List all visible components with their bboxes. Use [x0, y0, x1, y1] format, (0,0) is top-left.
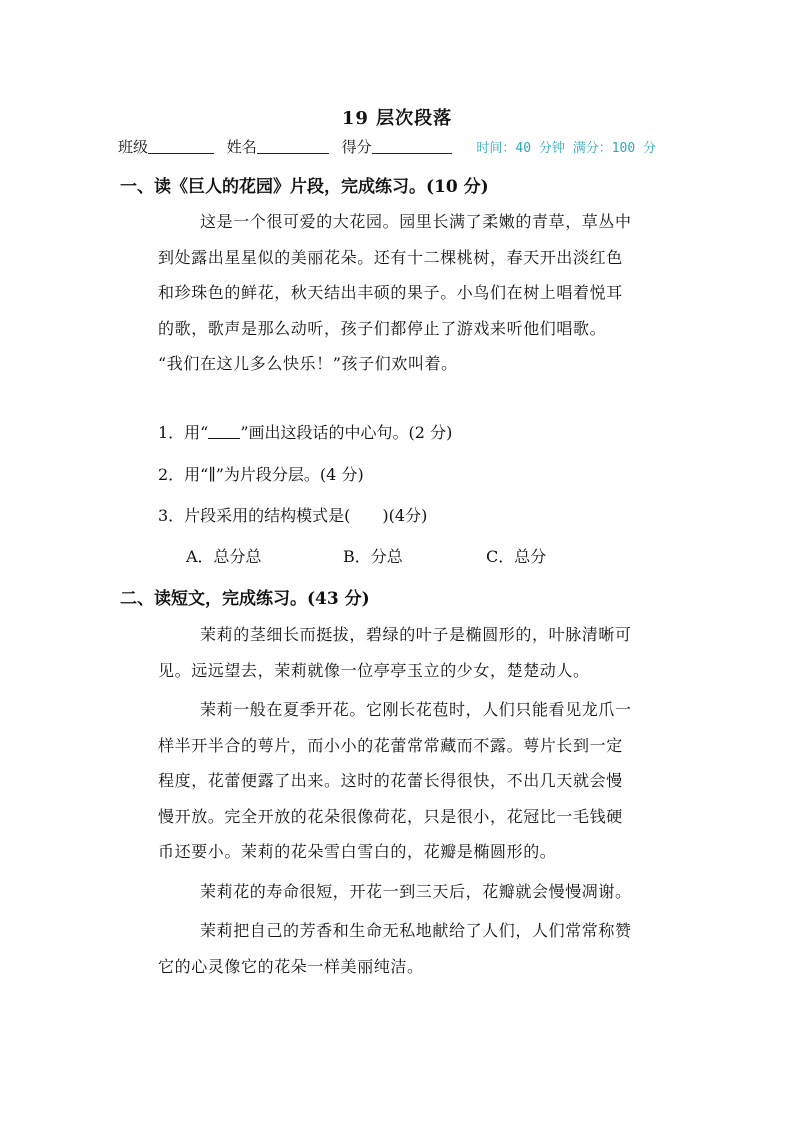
- passage-line: 的歌，歌声是那么动听，孩子们都停止了游戏来听他们唱歌。: [158, 318, 607, 338]
- section1-heading: 一、读《巨人的花园》片段，完成练习。(10 分): [120, 177, 489, 197]
- passage-line: 见。远远望去，茉莉就像一位亭亭玉立的少女，楚楚动人。: [158, 660, 590, 680]
- header-info-row: [118, 136, 678, 157]
- passage-line: 到处露出星星似的美丽花朵。还有十二棵桃树，春天开出淡红色: [158, 247, 623, 267]
- name-label: 姓名: [226, 138, 257, 156]
- score-label: 得分: [341, 138, 372, 156]
- option-a[interactable]: A．总分总: [186, 547, 262, 566]
- question-2: 2．用“∥”为片段分层。(4 分): [158, 465, 364, 484]
- score-blank[interactable]: [372, 138, 452, 154]
- class-blank[interactable]: [148, 138, 214, 154]
- question-1: [158, 420, 452, 443]
- section2-heading: 二、读短文，完成练习。(43 分): [120, 589, 370, 609]
- option-c[interactable]: C．总分: [486, 547, 547, 566]
- question-3: 3．片段采用的结构模式是( )(4分): [158, 506, 428, 525]
- passage-line: 和珍珠色的鲜花，秋天结出丰硕的果子。小鸟们在树上唱着悦耳: [158, 283, 623, 302]
- passage-line: “我们在这儿多么快乐！”孩子们欢叫着。: [158, 354, 458, 373]
- section2-passage: [158, 617, 678, 984]
- underline-mark: [208, 424, 240, 439]
- passage-line: 这是一个很可爱的大花园。园里长满了柔嫩的青草，草丛中: [200, 212, 632, 231]
- passage-line: 茉莉的茎细长而挺拔，碧绿的叶子是椭圆形的，叶脉清晰可: [200, 625, 632, 644]
- passage-line: 币还要小。茉莉的花朵雪白雪白的，花瓣是椭圆形的。: [158, 842, 557, 861]
- name-blank[interactable]: [257, 138, 329, 154]
- class-label: 班级: [118, 138, 149, 156]
- option-b[interactable]: B．分总: [343, 547, 403, 566]
- passage-line: 茉莉把自己的芳香和生命无私地献给了人们，人们常常称赞: [200, 921, 632, 940]
- passage-line: 样半开半合的萼片，而小小的花蕾常常藏而不露。萼片长到一定: [158, 735, 623, 755]
- section1-passage: [158, 204, 678, 382]
- time-info: 时间：40 分钟 满分：100 分: [476, 141, 657, 156]
- passage-line: 茉莉花的寿命很短，开花一到三天后，花瓣就会慢慢凋谢。: [200, 881, 632, 901]
- page-title: 19 层次段落: [341, 108, 453, 129]
- passage-line: 慢开放。完全开放的花朵很像荷花，只是很小，花冠比一毛钱硬: [158, 806, 623, 826]
- question-1-pre: 1．用“: [158, 423, 209, 442]
- question-1-post: ”画出这段话的中心句。(2 分): [240, 423, 453, 442]
- passage-line: 茉莉一般在夏季开花。它刚长花苞时，人们只能看见龙爪一: [200, 700, 632, 719]
- passage-line: 程度，花蕾便露了出来。这时的花蕾长得很快，不出几天就会慢: [158, 771, 623, 790]
- passage-line: 它的心灵像它的花朵一样美丽纯洁。: [158, 956, 424, 976]
